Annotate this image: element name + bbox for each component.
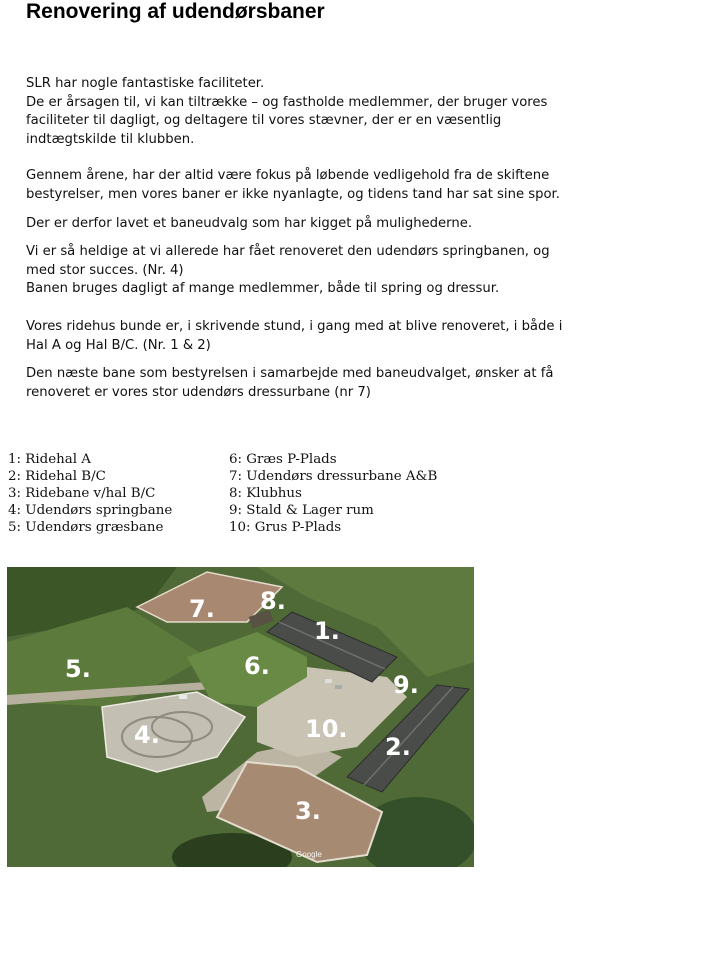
label-10: 10. xyxy=(305,715,348,743)
paragraph-intro xyxy=(26,75,626,149)
text-line: indtægtskilde til klubben. xyxy=(26,131,195,147)
text-line: Hal A og Hal B/C. (Nr. 1 & 2) xyxy=(26,337,211,353)
legend-item: 10: Grus P-Plads xyxy=(229,520,342,535)
label-5: 5. xyxy=(65,655,91,683)
text-line: Vores ridehus bunde er, i skrivende stund, i gang med at blive renoveret, i både i xyxy=(26,319,563,334)
text-line: Gennem årene, har der altid være fokus på løbende vedligehold fra de skiftene xyxy=(26,168,550,183)
legend-item: 5: Udendørs græsbane xyxy=(8,520,164,535)
label-9: 9. xyxy=(393,671,419,699)
text-line: faciliteter til dagligt, og deltagere til vores stævner, der er en væsentlig xyxy=(26,113,502,129)
parked-car xyxy=(335,685,342,689)
legend-item: 2: Ridehal B/C xyxy=(8,469,106,484)
legend-item: 9: Stald & Lager rum xyxy=(229,503,374,518)
label-1: 1. xyxy=(314,617,340,645)
text-line: De er årsagen til, vi kan tiltrække – og fastholde medlemmer, der bruger vores xyxy=(26,94,548,110)
label-2: 2. xyxy=(385,733,411,761)
legend-item: 6: Græs P-Plads xyxy=(229,452,337,467)
legend-item: 3: Ridebane v/hal B/C xyxy=(8,486,156,501)
label-8: 8. xyxy=(260,587,286,615)
parked-car xyxy=(325,679,332,683)
google-watermark: Google xyxy=(296,850,322,859)
paragraph-indoor-arenas xyxy=(26,318,626,355)
text-line: Den næste bane som bestyrelsen i samarbejde med baneudvalget, ønsker at få xyxy=(26,366,554,381)
paragraph-jumping-arena xyxy=(26,243,626,299)
facility-legend-right xyxy=(229,451,459,536)
text-line: SLR har nogle fantastiske faciliteter. xyxy=(26,76,265,91)
legend-item: 8: Klubhus xyxy=(229,486,302,501)
label-4: 4. xyxy=(134,721,160,749)
text-line: Der er derfor lavet et baneudvalg som har kigget på mulighederne. xyxy=(26,216,473,231)
facility-legend-left xyxy=(8,451,238,536)
legend-item: 4: Udendørs springbane xyxy=(8,503,173,518)
text-line: med stor succes. (Nr. 4) xyxy=(26,262,184,278)
paragraph-next-arena xyxy=(26,365,626,402)
label-6: 6. xyxy=(244,652,270,680)
text-line: Banen bruges dagligt af mange medlemmer, både til spring og dressur. xyxy=(26,281,500,297)
text-line: renoveret er vores stor udendørs dressurbane (nr 7) xyxy=(26,384,371,400)
text-line: bestyrelser, men vores baner er ikke nyanlagte, og tidens tand har sat sine spor. xyxy=(26,186,560,202)
aerial-photo xyxy=(7,567,474,867)
label-7: 7. xyxy=(189,595,215,623)
parked-car xyxy=(179,695,187,699)
label-3: 3. xyxy=(295,797,321,825)
page-title: Renovering af udendørsbaner xyxy=(26,0,325,23)
paragraph-committee xyxy=(26,215,626,234)
paragraph-maintenance xyxy=(26,167,626,204)
legend-item: 7: Udendørs dressurbane A&B xyxy=(229,469,438,484)
text-line: Vi er så heldige at vi allerede har fået renoveret den udendørs springbanen, og xyxy=(26,244,550,259)
legend-item: 1: Ridehal A xyxy=(8,452,91,467)
